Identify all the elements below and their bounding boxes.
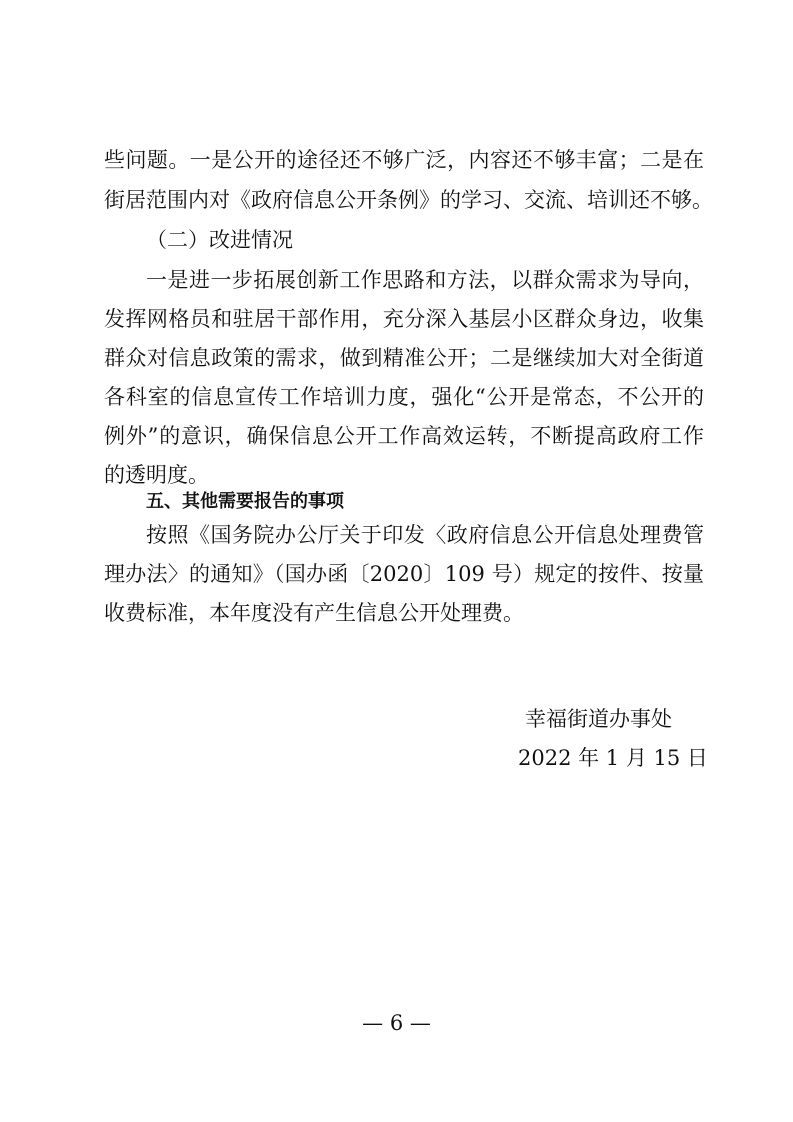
section-heading: 五、其他需要报告的事项 — [146, 491, 344, 512]
paragraph-line: 理办法〉的通知》（国办函〔2020〕109 号）规定的按件、按量 — [104, 562, 704, 586]
paragraph-line: 例外”的意识，确保信息公开工作高效运转，不断提高政府工作 — [104, 424, 704, 448]
paragraph-line: 按照《国务院办公厅关于印发〈政府信息公开信息处理费管 — [146, 523, 704, 547]
subsection-heading: （二）改进情况 — [146, 228, 293, 252]
paragraph-line: 群众对信息政策的需求，做到精准公开；二是继续加大对全街道 — [104, 346, 704, 370]
paragraph-line: 一是进一步拓展创新工作思路和方法，以群众需求为导向， — [146, 268, 704, 292]
signature-organization: 幸福街道办事处 — [525, 707, 672, 731]
paragraph-line: 的透明度。 — [104, 463, 209, 487]
paragraph-line: 收费标准，本年度没有产生信息公开处理费。 — [104, 601, 524, 625]
signature-date: 2022 年 1 月 15 日 — [518, 746, 708, 770]
paragraph-line: 各科室的信息宣传工作培训力度，强化“公开是常态，不公开的 — [104, 385, 704, 409]
paragraph-line: 街居范围内对《政府信息公开条例》的学习、交流、培训还不够。 — [104, 188, 713, 212]
paragraph-line: 些问题。一是公开的途径还不够广泛，内容还不够丰富；二是在 — [104, 148, 704, 172]
paragraph-line: 发挥网格员和驻居干部作用，充分深入基层小区群众身边，收集 — [104, 307, 704, 331]
page-number: — 6 — — [362, 1011, 431, 1035]
